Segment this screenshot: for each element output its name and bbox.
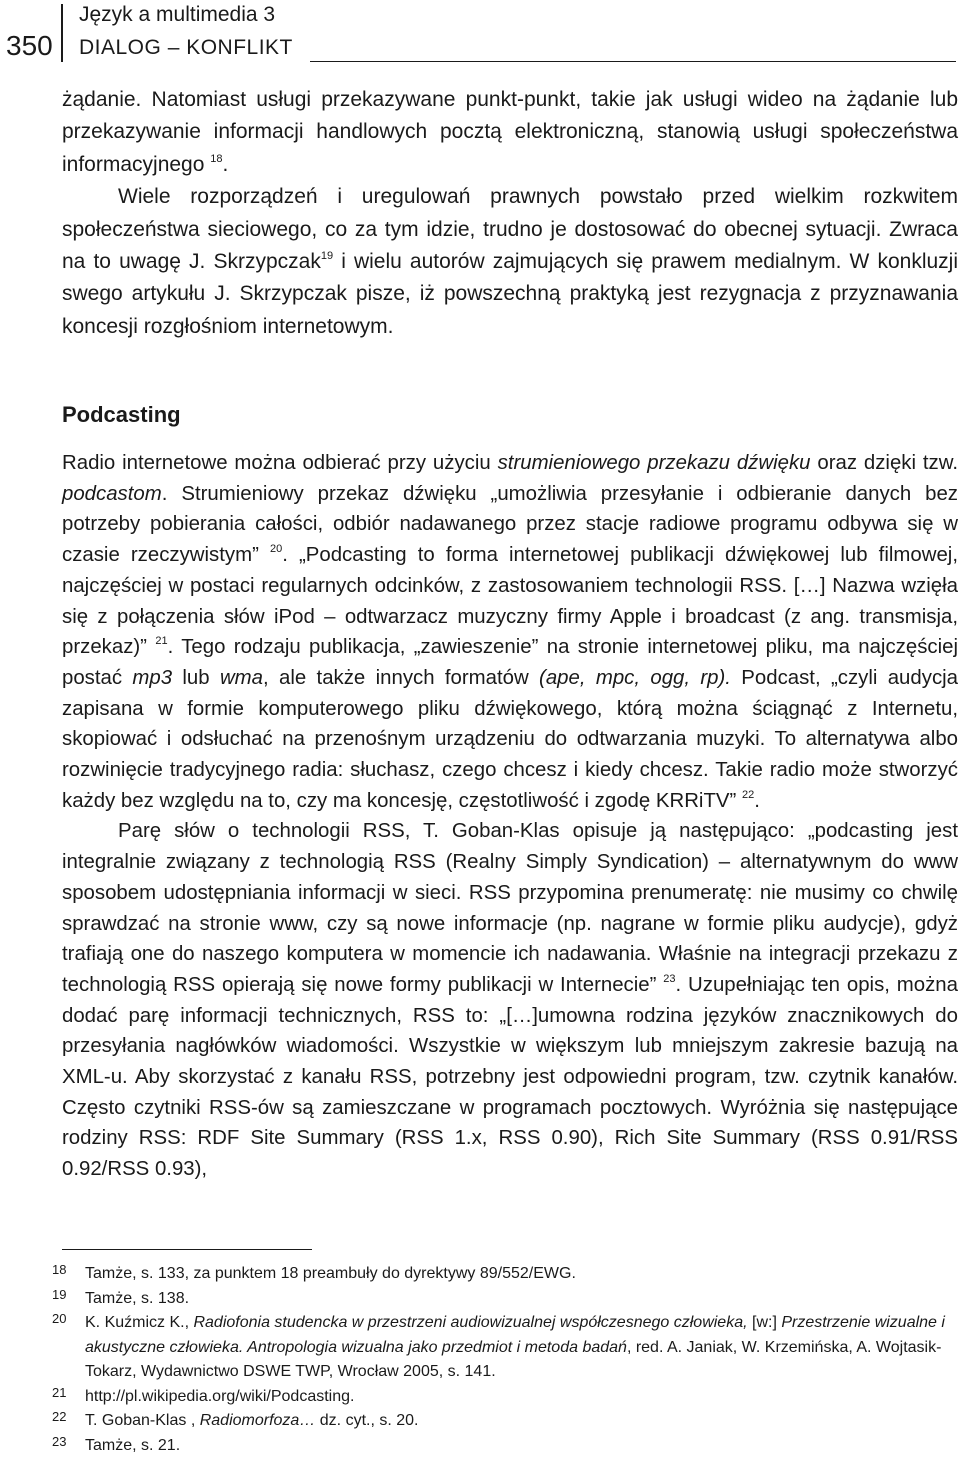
text-run: . „Podcasting to forma internetowej publikacji dźwiękowej lub filmowej, najczęściej w postaci regularnych odcinków, z zastosowaniem technologii RSS. […] Nazwa wzięła się z połączenia słów iPod – odtwarzacz muzyczny firmy Apple i broadcast (z ang. transmisja, przekaz)” <box>62 544 958 659</box>
text-run: . Tego rodzaju publikacja, „zawieszenie” na stronie internetowej pliku, ma najczęściej postać <box>62 636 958 689</box>
footnote-ref: 19 <box>320 250 334 263</box>
footnote-text: Tamże, s. 21. <box>85 1436 181 1454</box>
section-title: DIALOG – KONFLIKT <box>79 36 293 59</box>
footnote-text: , red. A. Janiak, W. Krzemińska, A. Wojtasik-Tokarz, Wydawnictwo DSWE TWP, Wrocław 2005, s. 141. <box>85 1338 942 1380</box>
footnote <box>52 1262 956 1287</box>
footnote-text-italic: Przestrzenie wizualne i akustyczne człowieka. Antropologia wizualna jako przedmiot i metoda badań <box>85 1314 945 1356</box>
footnote-text: Tamże, s. 133, za punktem 18 preambuły do dyrektywy 89/552/EWG. <box>85 1265 576 1282</box>
footnote-number: 23 <box>52 1433 67 1449</box>
text-run-italic: strumieniowego przekazu dźwięku <box>497 452 811 474</box>
page-header <box>0 0 960 70</box>
text-run-italic: podcastom <box>62 482 162 505</box>
footnote-number: 19 <box>52 1286 67 1302</box>
footnote-text: [w:] <box>747 1314 782 1331</box>
text-run-italic: mp3 <box>132 666 173 689</box>
footnote-number: 21 <box>52 1384 67 1400</box>
text-run: Radio internetowe można odbierać przy użyciu <box>62 452 498 474</box>
footnote-text: T. Goban-Klas , <box>85 1412 200 1429</box>
text-run: . Uzupełniając ten opis, można dodać parę informacji technicznych, RSS to: „[…]umowna rodzina języków znacznikowych do przesyłania nagłówków wiadomości. Wszystkie w większym lub mniejszym zakresie bazują na XML-u. Aby skorzystać z kanału RSS, potrzebny jest odpowiedni program, tzw. czytnik kanałów. Często czytniki RSS-ów są zamieszczane w programach pocztowych. Wyróżnia się następujące rodziny RSS: RDF Site Summary (RSS 1.x, RSS 0.90), Rich Site Summary (RSS 0.91/RSS 0.92/RSS 0.93), <box>62 973 958 1181</box>
footnote-number: 20 <box>52 1311 67 1326</box>
page-number: 350 <box>6 30 53 61</box>
footnote-rule <box>62 1249 312 1250</box>
footnote-text: dz. cyt., s. 20. <box>315 1412 419 1429</box>
footnote-text-italic: Radiomorfoza… <box>199 1412 316 1429</box>
text-run: . <box>754 789 760 812</box>
text-run-italic: (ape, mpc, ogg, rp). <box>539 666 731 689</box>
footnote-ref: 20 <box>269 543 283 556</box>
text-run: lub <box>172 666 220 689</box>
footnote-number: 22 <box>52 1409 67 1424</box>
text-run: Wiele rozporządzeń i uregulowań prawnych powstało przed wielkim rozkwitem społeczeństwa sieciowego, co za tym idzie, trudno je dostosować do obecnej sytuacji. Zwraca na to uwagę J. Skrzypczak <box>62 185 958 274</box>
footnote <box>52 1409 956 1434</box>
text-run: Podcast, „czyli audycja zapisana w formie komputerowego pliku dźwiękowego, którą można ściągnąć z Internetu, skopiować i odsłuchać na przenośnym urządzeniu do odtwarzania muzyki. To alternatywa albo rozwinięcie tradycyjnego radia: słuchasz, czego chcesz i kiedy chcesz. Takie radio może stworzyć każdy bez względu na to, czy ma koncesję, częstotliwość i zgodę KRRiTV” <box>62 666 959 812</box>
footnote-ref: 18 <box>210 152 223 165</box>
text-run: i wielu autorów zajmujących się prawem medialnym. W konkluzji swego artykułu J. Skrzypczak pisze, iż powszechną praktyką jest rezygnacja z przyznawania koncesji rozgłośniom internetowym. <box>62 250 958 338</box>
text-run: . <box>222 152 229 176</box>
footnote <box>52 1385 956 1410</box>
book-title: Język a multimedia 3 <box>79 3 276 26</box>
text-run: Parę słów o technologii RSS, T. Goban-Klas opisuje ją następująco: „podcasting jest integralnie związany z technologią RSS (Realny Simply Syndication) – alternatywnym do www sposobem udostępniania informacji w sieci. RSS przypomina prenumeratę: nie musimy co chwilę sprawdzać na stronie www, czy są nowe informacje (np. nagrane w formie pliku audycje), gdyż trafiają one do naszego komputera w momencie ich nadawania. Właśnie na integracji przekazu z technologią RSS opierają się nowe formy publikacji w Internecie” <box>62 820 958 996</box>
footnote-text: Tamże, s. 138. <box>85 1289 190 1307</box>
section-heading: Podcasting <box>62 402 181 427</box>
paragraph-podcasting <box>62 448 958 1185</box>
text-run: . Strumieniowy przekaz dźwięku „umożliwia przesyłanie i odbieranie danych bez potrzeby pobierania całości, odbiór nadawanego przez stacje radiowe programu odbywa się w czasie rzeczywistym” <box>62 482 958 567</box>
text-run: żądanie. Natomiast usługi przekazywane punkt-punkt, takie jak usługi wideo na żądanie lub przekazywanie informacji handlowych pocztą elektroniczną, stanowią usługi społeczeństwa informacyjnego <box>62 88 958 176</box>
footnote-number: 18 <box>52 1262 67 1277</box>
page-body <box>62 84 959 1181</box>
footnote <box>52 1434 956 1459</box>
footnote-ref: 22 <box>741 788 755 801</box>
footnote-link[interactable]: http://pl.wikipedia.org/wiki/Podcasting. <box>85 1387 355 1405</box>
footnote-text: K. Kuźmicz K., <box>85 1314 194 1331</box>
footnotes <box>52 1262 956 1458</box>
text-run-italic: wma <box>219 666 264 689</box>
footnote <box>52 1311 956 1385</box>
text-run: oraz dzięki tzw. <box>810 452 958 474</box>
text-run: , ale także innych formatów <box>263 666 540 689</box>
footnote-ref: 23 <box>663 972 676 985</box>
footnote <box>52 1287 956 1312</box>
header-rule <box>310 61 956 62</box>
header-divider <box>61 4 63 62</box>
paragraph-intro <box>62 84 958 343</box>
footnote-ref: 21 <box>155 635 168 648</box>
footnote-text-italic: Radiofonia studencka w przestrzeni audiowizualnej współczesnego człowieka, <box>193 1314 748 1331</box>
